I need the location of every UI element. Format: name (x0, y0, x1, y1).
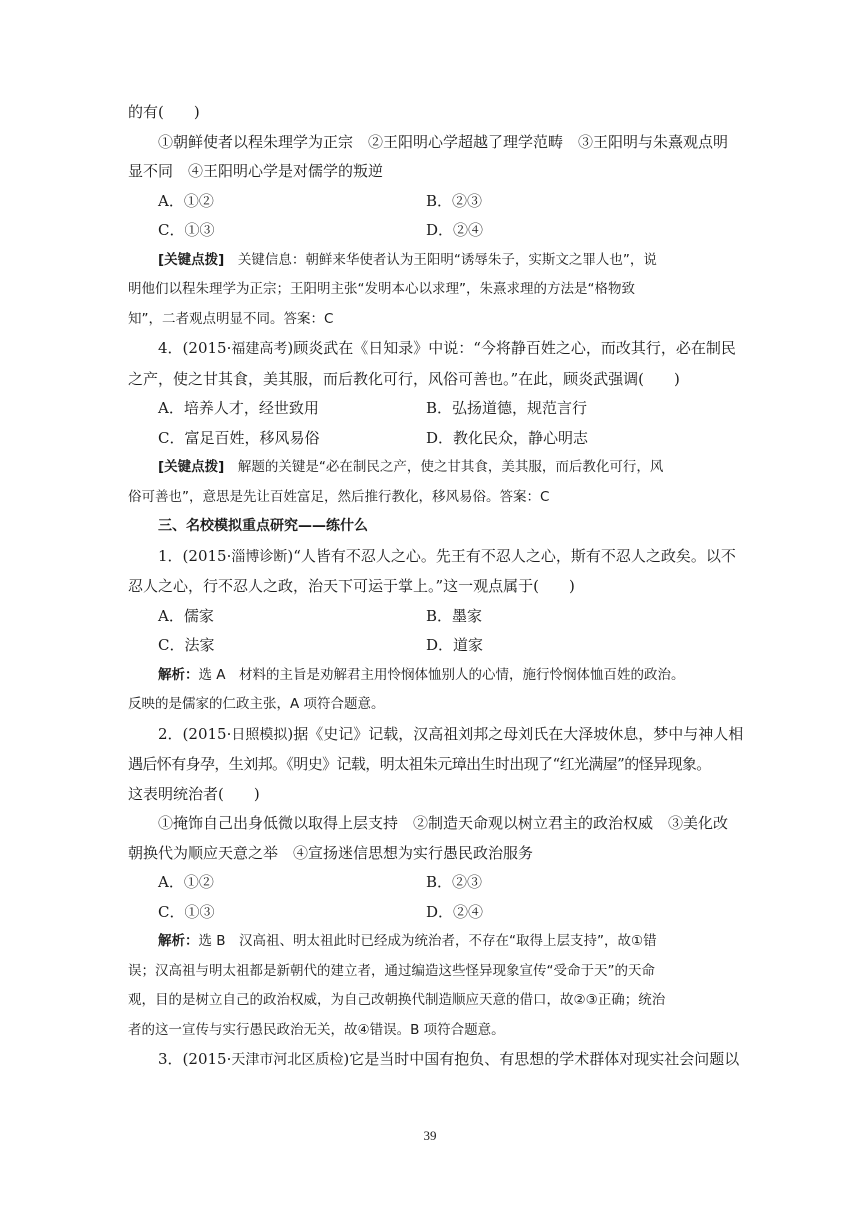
answer-text: 者的这一宣传与实行愚民政治无关，故④错误。B 项符合题意。 (128, 1021, 505, 1038)
options-row (128, 394, 736, 424)
question-text: )“人皆有不忍人之心。先王有不忍人之心，斯有不忍人之政矣。以不 (287, 546, 736, 565)
options-row (128, 424, 736, 454)
option-a: A．儒家 (158, 606, 214, 625)
question-source: 淄博诊断 (231, 548, 288, 565)
page-number: 39 (423, 1128, 437, 1143)
option-a: A．①② (158, 873, 214, 891)
option-a: A．①② (158, 191, 214, 210)
option-d: D．道家 (426, 636, 484, 654)
options-row (128, 602, 736, 632)
mock-question-1-stem (128, 542, 736, 573)
hint-text: 知”，二者观点明显不同。答案：C (128, 310, 334, 327)
statement-items: ①掩饰自己出身低微以取得上层支持 ②制造天命观以树立君主的政治权威 ③美化改 (158, 814, 729, 832)
answer-text: 反映的是儒家的仁政主张，A 项符合题意。 (128, 696, 385, 712)
question-text: 忍人之心，行不忍人之政，治天下可运于掌上。”这一观点属于( ) (128, 577, 575, 595)
statement-items: 显不同 ④王阳明心学是对儒学的叛逆 (128, 162, 384, 180)
option-d: D．②④ (426, 902, 484, 921)
question-number: 2．(2015· (158, 724, 232, 743)
hint-tag: [关键点拨] (158, 459, 225, 475)
question-4-stem (128, 334, 736, 365)
question-source: 日照模拟 (231, 726, 288, 743)
option-a: A．培养人才，经世致用 (158, 399, 319, 417)
options-row (128, 187, 736, 217)
question-number: 4．(2015· (158, 339, 232, 357)
option-d: D．②④ (426, 221, 484, 239)
statement-items: 朝换代为顺应天意之举 ④宣扬迷信思想为实行愚民政治服务 (128, 843, 534, 862)
answer-text: 误；汉高祖与明太祖都是新朝代的建立者，通过编造这些怪异现象宣传“受命于天”的天命 (128, 962, 655, 979)
question-text: )据《史记》记载，汉高祖刘邦之母刘氏在大泽坡休息，梦中与神人相 (287, 724, 744, 743)
hint-paragraph (128, 453, 736, 483)
question-text: )它是当时中国有抱负、有思想的学术群体对现实社会问题以 (343, 1050, 740, 1068)
hint-text: 解题的关键是“必在制民之产，使之甘其食，美其服，而后教化可行，风 (237, 459, 664, 475)
options-row (128, 898, 736, 928)
option-b: B．墨家 (426, 606, 483, 625)
option-b: B．弘扬道德，规范言行 (426, 399, 588, 417)
answer-text: 选 B 汉高祖、明太祖此时已经成为统治者，不存在“取得上层支持”，故①错 (198, 933, 657, 949)
hint-text: 明他们以程朱理学为正宗；王阳明主张“发明本心以求理”，朱熹求理的方法是“格物致 (128, 281, 635, 297)
options-row (128, 216, 736, 246)
question-number: 1．(2015· (158, 546, 232, 565)
options-row (128, 631, 736, 661)
answer-paragraph (128, 927, 736, 957)
question-text: 这表明统治者( ) (128, 784, 260, 803)
mock-question-2-stem (128, 720, 744, 751)
option-c: C．①③ (158, 221, 215, 239)
option-b: B．②③ (426, 873, 483, 891)
answer-tag: 解析： (158, 933, 199, 949)
question-stem-tail: 的有( ) (128, 103, 200, 121)
answer-tag: 解析： (158, 666, 199, 683)
section-title: 三、名校模拟重点研究——练什么 (158, 518, 368, 534)
option-c: C．富足百姓，移风易俗 (158, 428, 320, 447)
answer-paragraph (128, 661, 736, 691)
option-b: B．②③ (426, 191, 483, 210)
hint-paragraph (128, 246, 736, 276)
question-text: 之产，使之甘其食，美其服，而后教化可行，风俗可善也。”在此，顾炎武强调( ) (128, 369, 680, 388)
question-source: 福建高考 (231, 341, 288, 357)
statement-items: ①朝鲜使者以程朱理学为正宗 ②王阳明心学超越了理学范畴 ③王阳明与朱熹观点明 (158, 132, 729, 151)
option-d: D．教化民众，静心明志 (426, 428, 589, 447)
options-row (128, 868, 736, 898)
question-source: 天津市河北区质检 (231, 1052, 344, 1068)
hint-text: 俗可善也”，意思是先让百姓富足，然后推行教化，移风易俗。答案：C (128, 488, 550, 505)
hint-tag: [关键点拨] (158, 251, 225, 268)
answer-text: 观，目的是树立自己的政治权威，为自己改朝换代制造顺应天意的借口，故②③正确；统治 (128, 992, 666, 1008)
question-text: )顾炎武在《日知录》中说：“今将静百姓之心，而改其行，必在制民 (287, 339, 736, 357)
question-number: 3．(2015· (158, 1050, 232, 1068)
page-content (128, 98, 744, 1076)
hint-text: 关键信息：朝鲜来华使者认为王阳明“诱辱朱子，实斯文之罪人也”，说 (237, 251, 657, 268)
option-c: C．法家 (158, 636, 215, 654)
answer-text: 选 A 材料的主旨是劝解君主用怜悯体恤别人的心情，施行怜悯体恤百姓的政治。 (198, 666, 685, 683)
mock-question-3-stem (128, 1045, 740, 1076)
question-text: 遇后怀有身孕，生刘邦。《明史》记载，明太祖朱元璋出生时出现了“红光满屋”的怪异现象。 (128, 755, 711, 773)
option-c: C．①③ (158, 902, 215, 921)
